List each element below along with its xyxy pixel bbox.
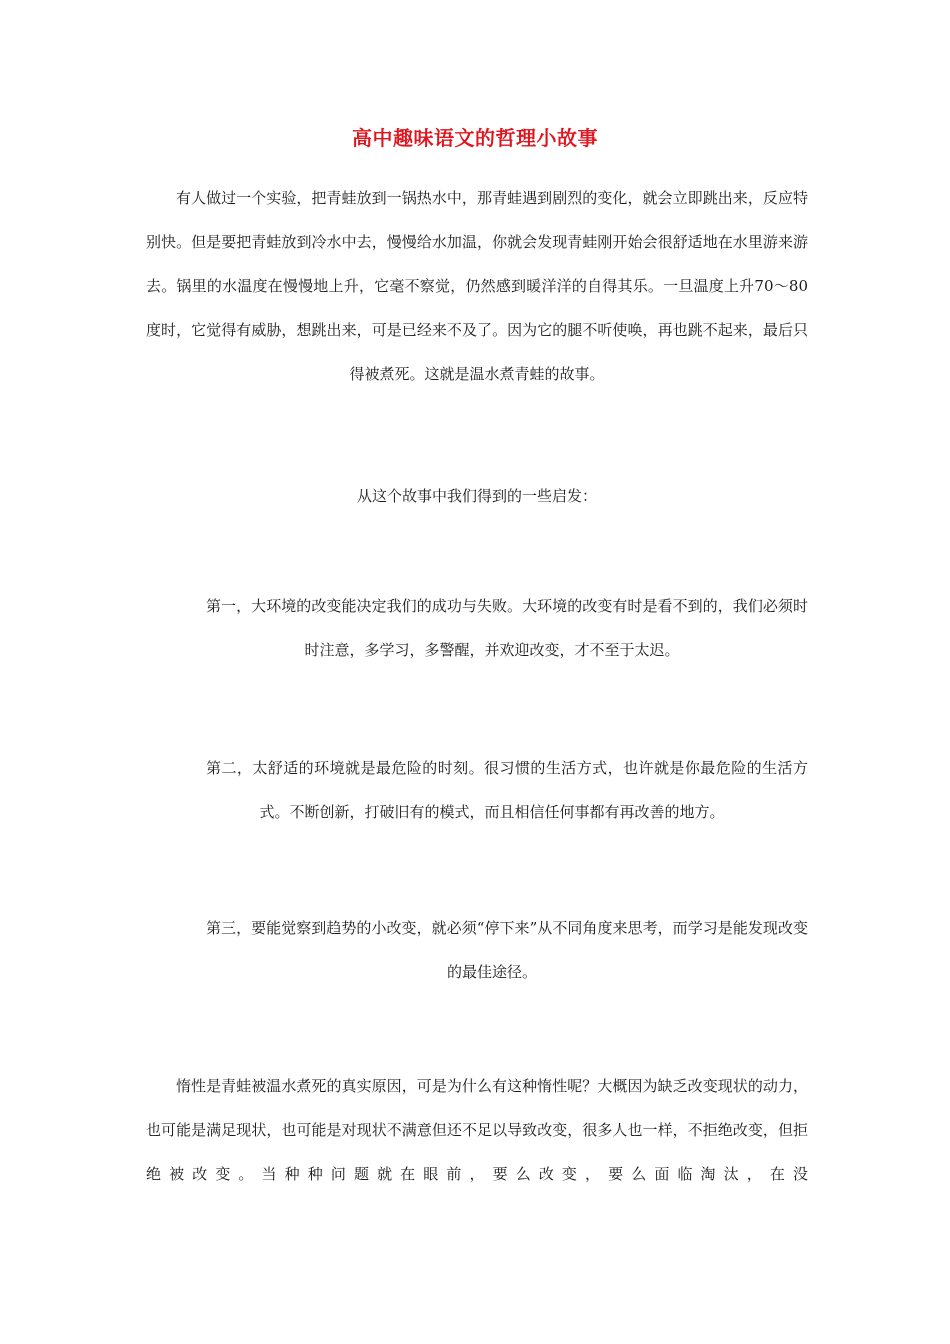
paragraph-first-point: 第一，大环境的改变能决定我们的成功与失败。大环境的改变有时是看不到的，我们必须时时注意，多学习，多警醒，并欢迎改变，才不至于太迟。	[206, 597, 808, 659]
paragraph-third-point: 第三，要能觉察到趋势的小改变，就必须“停下来”从不同角度来思考，而学习是能发现改变的最佳途径。	[206, 919, 808, 981]
paragraph-intro: 有人做过一个实验，把青蛙放到一锅热水中，那青蛙遇到剧烈的变化，就会立即跳出来，反应特别快。但是要把青蛙放到冷水中去，慢慢给水加温，你就会发现青蛙刚开始会很舒适地在水里游来游去。锅里的水温度在慢慢地上升，它毫不察觉，仍然感到暖洋洋的自得其乐。一旦温度上升70～80度时，它觉得有威胁，想跳出来，可是已经来不及了。因为它的腿不听使唤，再也跳不起来，最后只得被煮死。这就是温水煮青蛙的故事。	[146, 189, 808, 383]
paragraph-conclusion: 惰性是青蛙被温水煮死的真实原因，可是为什么有这种惰性呢？大概因为缺乏改变现状的动力，也可能是满足现状，也可能是对现状不满意但还不足以导致改变，很多人也一样，不拒绝改变，但拒绝被改变。当种种问题就在眼前，要么改变，要么面临淘汰，在没	[146, 1077, 808, 1183]
document-title: 高中趣味语文的哲理小故事	[352, 126, 598, 150]
paragraph-second-point: 第二，太舒适的环境就是最危险的时刻。很习惯的生活方式，也许就是你最危险的生活方式。不断创新，打破旧有的模式，而且相信任何事都有再改善的地方。	[206, 759, 808, 821]
paragraph-lead: 从这个故事中我们得到的一些启发：	[356, 487, 597, 505]
